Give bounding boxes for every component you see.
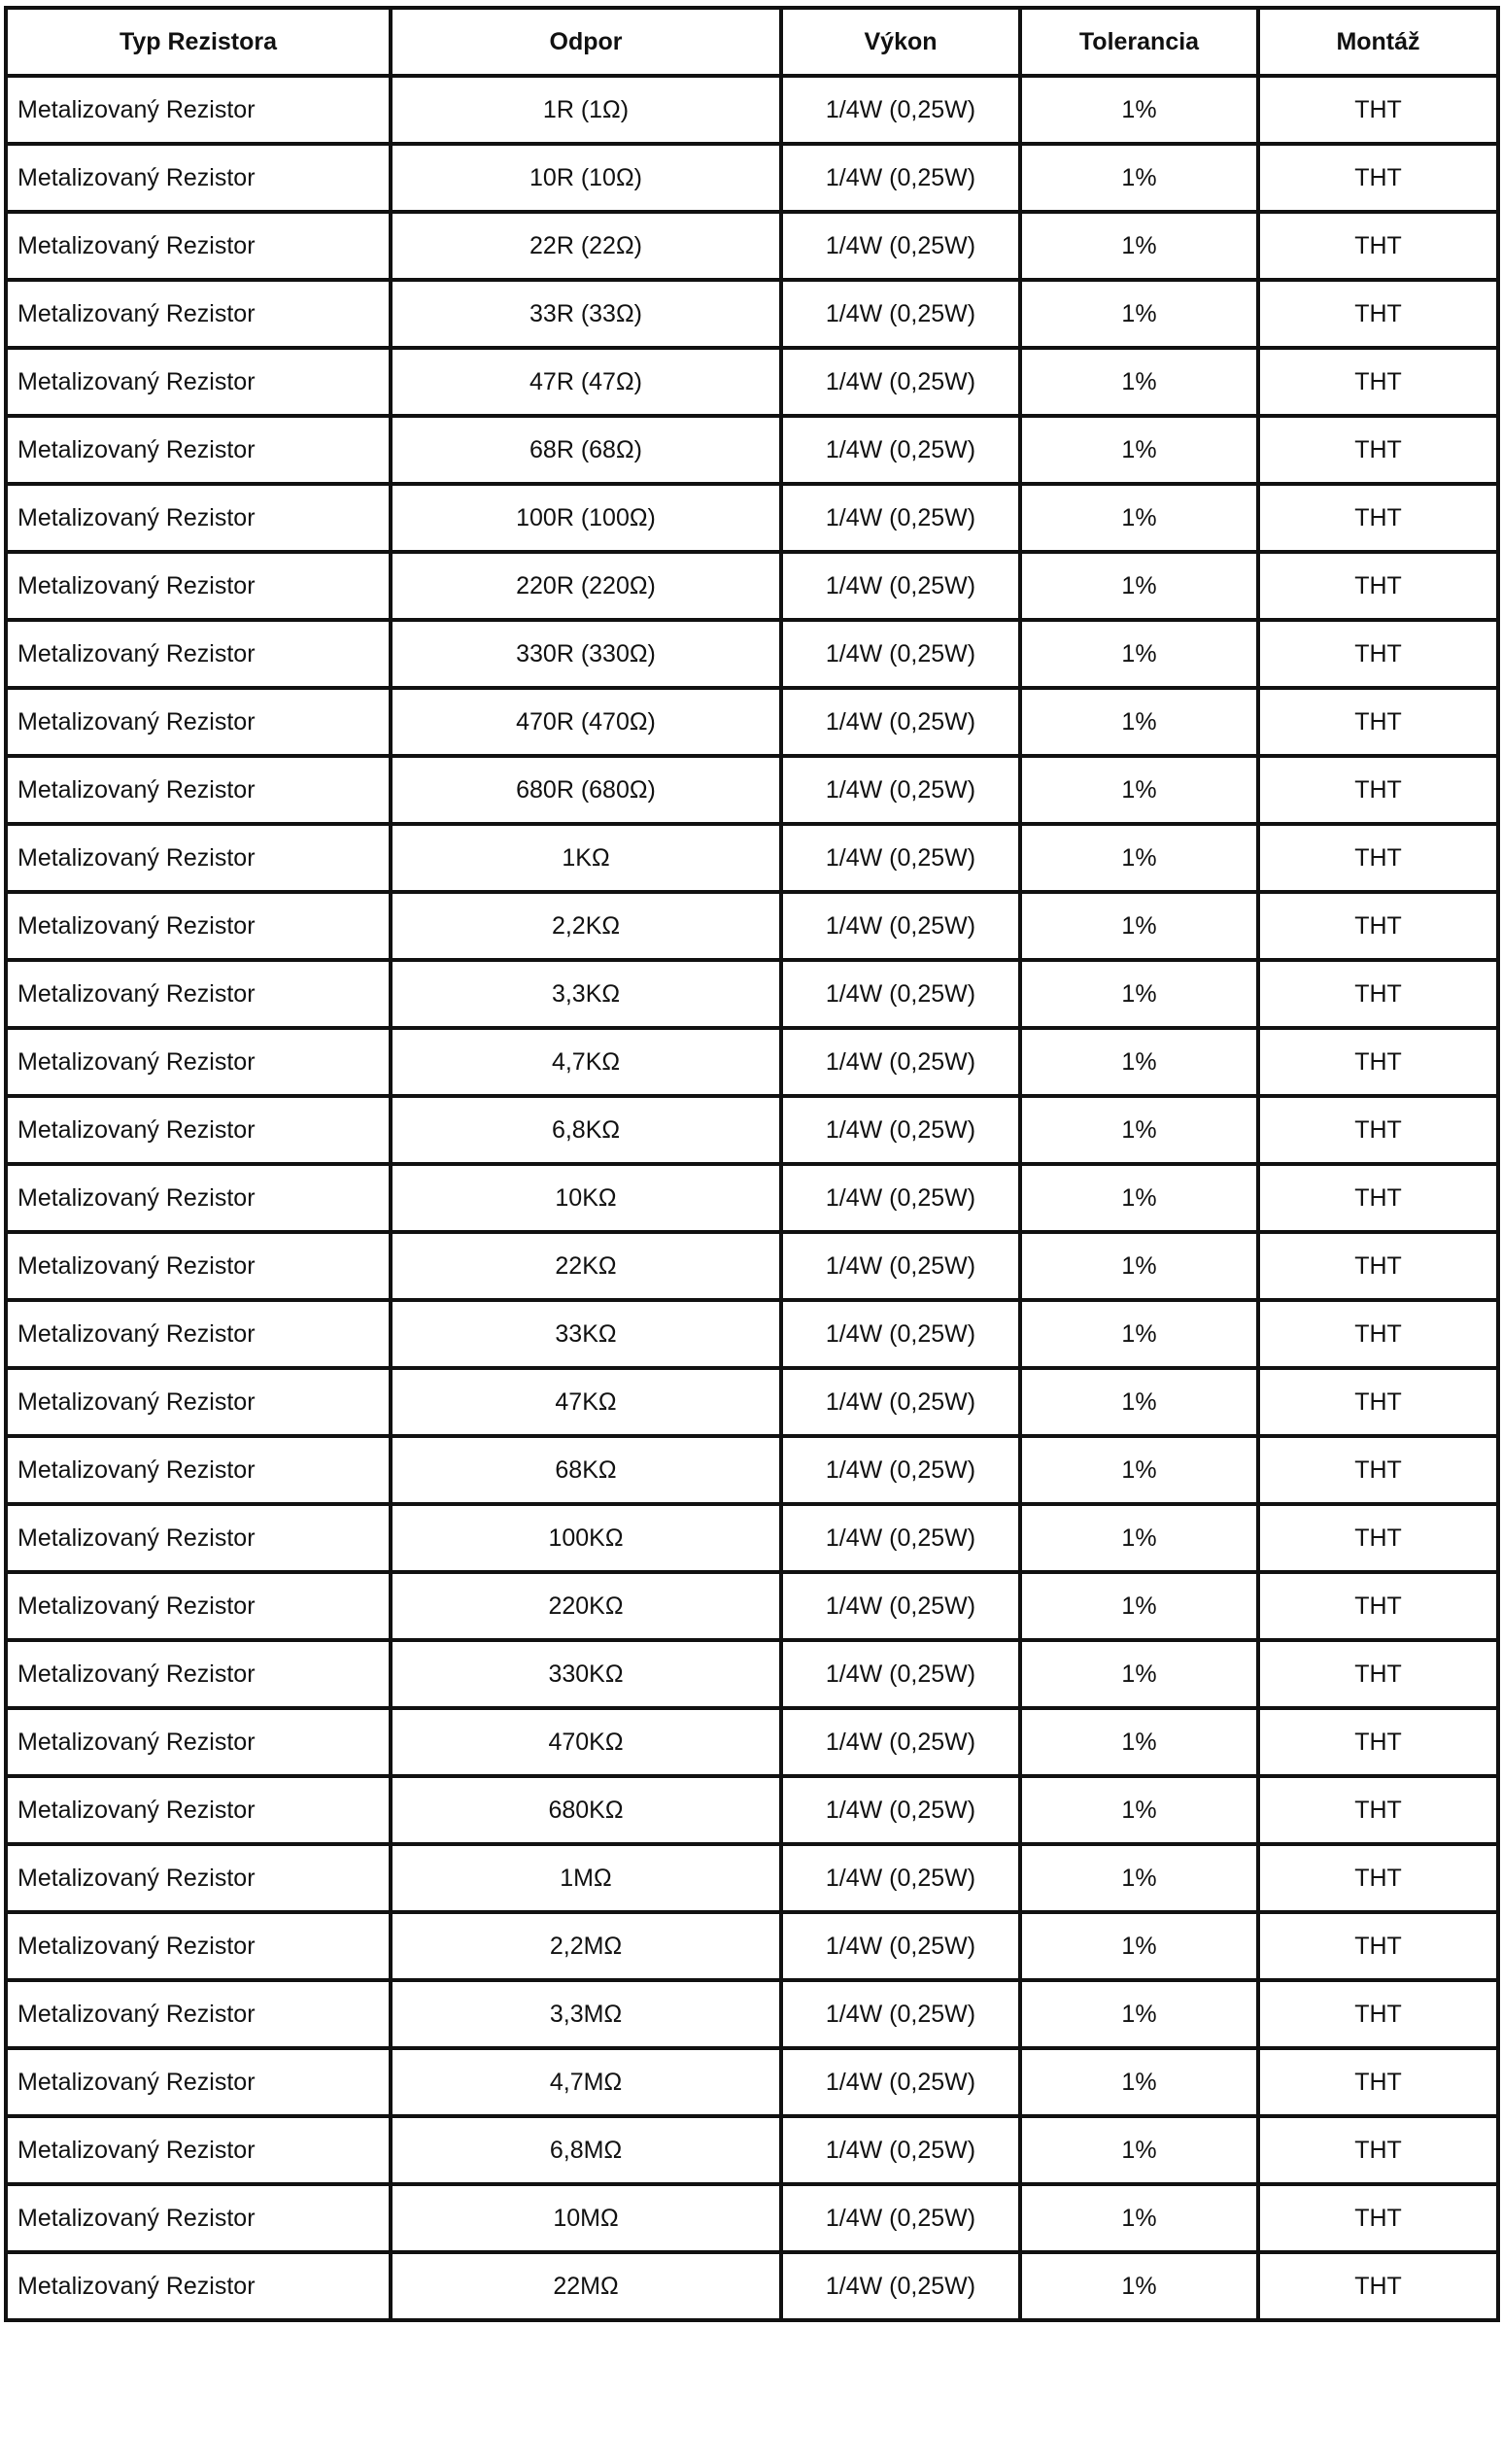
cell-power: 1/4W (0,25W): [781, 484, 1020, 552]
cell-resistance: 10R (10Ω): [391, 144, 781, 212]
cell-power: 1/4W (0,25W): [781, 1708, 1020, 1776]
cell-power: 1/4W (0,25W): [781, 1436, 1020, 1504]
cell-resistance: 2,2MΩ: [391, 1912, 781, 1980]
cell-type: Metalizovaný Rezistor: [6, 212, 391, 280]
cell-tolerance: 1%: [1020, 1232, 1258, 1300]
cell-resistance: 6,8MΩ: [391, 2116, 781, 2184]
table-row: [6, 2184, 1498, 2252]
cell-mounting: THT: [1258, 1980, 1498, 2048]
cell-power: 1/4W (0,25W): [781, 1232, 1020, 1300]
cell-mounting: THT: [1258, 2184, 1498, 2252]
cell-type: Metalizovaný Rezistor: [6, 280, 391, 348]
cell-power: 1/4W (0,25W): [781, 1980, 1020, 2048]
table-row: [6, 1164, 1498, 1232]
cell-type: Metalizovaný Rezistor: [6, 824, 391, 892]
table-row: [6, 824, 1498, 892]
cell-resistance: 33R (33Ω): [391, 280, 781, 348]
cell-mounting: THT: [1258, 1164, 1498, 1232]
cell-power: 1/4W (0,25W): [781, 76, 1020, 144]
cell-tolerance: 1%: [1020, 552, 1258, 620]
cell-tolerance: 1%: [1020, 416, 1258, 484]
table-row: [6, 620, 1498, 688]
cell-type: Metalizovaný Rezistor: [6, 756, 391, 824]
cell-mounting: THT: [1258, 348, 1498, 416]
cell-resistance: 680R (680Ω): [391, 756, 781, 824]
cell-resistance: 330R (330Ω): [391, 620, 781, 688]
cell-type: Metalizovaný Rezistor: [6, 416, 391, 484]
table-body: [6, 76, 1498, 2320]
cell-power: 1/4W (0,25W): [781, 2048, 1020, 2116]
resistor-table: [4, 6, 1500, 2322]
cell-mounting: THT: [1258, 1368, 1498, 1436]
cell-power: 1/4W (0,25W): [781, 1300, 1020, 1368]
cell-type: Metalizovaný Rezistor: [6, 2184, 391, 2252]
cell-tolerance: 1%: [1020, 1980, 1258, 2048]
cell-mounting: THT: [1258, 1708, 1498, 1776]
cell-mounting: THT: [1258, 960, 1498, 1028]
cell-tolerance: 1%: [1020, 484, 1258, 552]
cell-tolerance: 1%: [1020, 688, 1258, 756]
cell-resistance: 100R (100Ω): [391, 484, 781, 552]
cell-mounting: THT: [1258, 1912, 1498, 1980]
cell-type: Metalizovaný Rezistor: [6, 1640, 391, 1708]
cell-resistance: 22MΩ: [391, 2252, 781, 2320]
table-row: [6, 1300, 1498, 1368]
cell-mounting: THT: [1258, 484, 1498, 552]
cell-tolerance: 1%: [1020, 1164, 1258, 1232]
cell-type: Metalizovaný Rezistor: [6, 1572, 391, 1640]
cell-mounting: THT: [1258, 1776, 1498, 1844]
table-row: [6, 348, 1498, 416]
cell-power: 1/4W (0,25W): [781, 2252, 1020, 2320]
cell-mounting: THT: [1258, 144, 1498, 212]
cell-type: Metalizovaný Rezistor: [6, 2048, 391, 2116]
cell-tolerance: 1%: [1020, 892, 1258, 960]
cell-resistance: 10KΩ: [391, 1164, 781, 1232]
cell-power: 1/4W (0,25W): [781, 1912, 1020, 1980]
cell-resistance: 220R (220Ω): [391, 552, 781, 620]
cell-resistance: 68R (68Ω): [391, 416, 781, 484]
cell-power: 1/4W (0,25W): [781, 688, 1020, 756]
cell-power: 1/4W (0,25W): [781, 2184, 1020, 2252]
cell-tolerance: 1%: [1020, 2252, 1258, 2320]
table-row: [6, 2048, 1498, 2116]
cell-power: 1/4W (0,25W): [781, 960, 1020, 1028]
cell-mounting: THT: [1258, 280, 1498, 348]
cell-resistance: 3,3MΩ: [391, 1980, 781, 2048]
table-row: [6, 416, 1498, 484]
table-row: [6, 1912, 1498, 1980]
table-row: [6, 1980, 1498, 2048]
cell-tolerance: 1%: [1020, 1640, 1258, 1708]
table-row: [6, 76, 1498, 144]
cell-mounting: THT: [1258, 620, 1498, 688]
cell-mounting: THT: [1258, 2048, 1498, 2116]
cell-resistance: 4,7MΩ: [391, 2048, 781, 2116]
cell-power: 1/4W (0,25W): [781, 1640, 1020, 1708]
cell-mounting: THT: [1258, 1504, 1498, 1572]
cell-type: Metalizovaný Rezistor: [6, 1844, 391, 1912]
cell-power: 1/4W (0,25W): [781, 1776, 1020, 1844]
table-row: [6, 1028, 1498, 1096]
cell-tolerance: 1%: [1020, 960, 1258, 1028]
cell-mounting: THT: [1258, 1300, 1498, 1368]
cell-tolerance: 1%: [1020, 1572, 1258, 1640]
resistor-table-container: [4, 6, 1496, 2322]
cell-power: 1/4W (0,25W): [781, 348, 1020, 416]
cell-mounting: THT: [1258, 688, 1498, 756]
cell-resistance: 1R (1Ω): [391, 76, 781, 144]
cell-mounting: THT: [1258, 892, 1498, 960]
header-row: [6, 8, 1498, 76]
cell-power: 1/4W (0,25W): [781, 144, 1020, 212]
cell-resistance: 6,8KΩ: [391, 1096, 781, 1164]
cell-tolerance: 1%: [1020, 1504, 1258, 1572]
cell-power: 1/4W (0,25W): [781, 1368, 1020, 1436]
header-type: Typ Rezistora: [6, 8, 391, 76]
table-row: [6, 552, 1498, 620]
cell-tolerance: 1%: [1020, 2184, 1258, 2252]
cell-mounting: THT: [1258, 756, 1498, 824]
cell-mounting: THT: [1258, 1096, 1498, 1164]
cell-power: 1/4W (0,25W): [781, 1844, 1020, 1912]
table-row: [6, 1436, 1498, 1504]
cell-tolerance: 1%: [1020, 2048, 1258, 2116]
cell-resistance: 220KΩ: [391, 1572, 781, 1640]
header-tolerance: Tolerancia: [1020, 8, 1258, 76]
cell-resistance: 68KΩ: [391, 1436, 781, 1504]
cell-type: Metalizovaný Rezistor: [6, 1096, 391, 1164]
cell-mounting: THT: [1258, 1572, 1498, 1640]
cell-tolerance: 1%: [1020, 824, 1258, 892]
cell-tolerance: 1%: [1020, 1436, 1258, 1504]
table-row: [6, 1640, 1498, 1708]
table-row: [6, 1572, 1498, 1640]
cell-tolerance: 1%: [1020, 76, 1258, 144]
cell-mounting: THT: [1258, 1844, 1498, 1912]
cell-tolerance: 1%: [1020, 756, 1258, 824]
cell-resistance: 100KΩ: [391, 1504, 781, 1572]
cell-resistance: 3,3KΩ: [391, 960, 781, 1028]
table-row: [6, 960, 1498, 1028]
cell-type: Metalizovaný Rezistor: [6, 76, 391, 144]
table-row: [6, 1232, 1498, 1300]
cell-type: Metalizovaný Rezistor: [6, 2116, 391, 2184]
table-row: [6, 1776, 1498, 1844]
table-row: [6, 280, 1498, 348]
cell-power: 1/4W (0,25W): [781, 620, 1020, 688]
cell-tolerance: 1%: [1020, 1300, 1258, 1368]
cell-type: Metalizovaný Rezistor: [6, 960, 391, 1028]
cell-power: 1/4W (0,25W): [781, 756, 1020, 824]
cell-tolerance: 1%: [1020, 144, 1258, 212]
cell-resistance: 33KΩ: [391, 1300, 781, 1368]
cell-mounting: THT: [1258, 2252, 1498, 2320]
cell-mounting: THT: [1258, 1232, 1498, 1300]
cell-resistance: 2,2KΩ: [391, 892, 781, 960]
cell-mounting: THT: [1258, 824, 1498, 892]
cell-resistance: 680KΩ: [391, 1776, 781, 1844]
cell-resistance: 1MΩ: [391, 1844, 781, 1912]
cell-mounting: THT: [1258, 76, 1498, 144]
cell-type: Metalizovaný Rezistor: [6, 1708, 391, 1776]
cell-tolerance: 1%: [1020, 1368, 1258, 1436]
cell-tolerance: 1%: [1020, 1844, 1258, 1912]
cell-tolerance: 1%: [1020, 1028, 1258, 1096]
cell-type: Metalizovaný Rezistor: [6, 144, 391, 212]
cell-power: 1/4W (0,25W): [781, 212, 1020, 280]
header-power: Výkon: [781, 8, 1020, 76]
cell-power: 1/4W (0,25W): [781, 824, 1020, 892]
table-row: [6, 688, 1498, 756]
table-row: [6, 1096, 1498, 1164]
cell-tolerance: 1%: [1020, 620, 1258, 688]
cell-resistance: 1KΩ: [391, 824, 781, 892]
cell-type: Metalizovaný Rezistor: [6, 1368, 391, 1436]
header-resistance: Odpor: [391, 8, 781, 76]
cell-mounting: THT: [1258, 1640, 1498, 1708]
cell-tolerance: 1%: [1020, 2116, 1258, 2184]
cell-power: 1/4W (0,25W): [781, 892, 1020, 960]
cell-type: Metalizovaný Rezistor: [6, 1300, 391, 1368]
cell-resistance: 470R (470Ω): [391, 688, 781, 756]
cell-resistance: 47R (47Ω): [391, 348, 781, 416]
table-row: [6, 484, 1498, 552]
table-row: [6, 2116, 1498, 2184]
cell-type: Metalizovaný Rezistor: [6, 1912, 391, 1980]
cell-power: 1/4W (0,25W): [781, 1028, 1020, 1096]
cell-tolerance: 1%: [1020, 280, 1258, 348]
cell-tolerance: 1%: [1020, 212, 1258, 280]
cell-mounting: THT: [1258, 1028, 1498, 1096]
cell-power: 1/4W (0,25W): [781, 1504, 1020, 1572]
cell-mounting: THT: [1258, 416, 1498, 484]
cell-type: Metalizovaný Rezistor: [6, 892, 391, 960]
cell-power: 1/4W (0,25W): [781, 1096, 1020, 1164]
table-row: [6, 212, 1498, 280]
table-row: [6, 1844, 1498, 1912]
table-row: [6, 1708, 1498, 1776]
table-row: [6, 2252, 1498, 2320]
cell-type: Metalizovaný Rezistor: [6, 1776, 391, 1844]
cell-mounting: THT: [1258, 552, 1498, 620]
table-header: [6, 8, 1498, 76]
cell-type: Metalizovaný Rezistor: [6, 1436, 391, 1504]
table-row: [6, 756, 1498, 824]
cell-resistance: 10MΩ: [391, 2184, 781, 2252]
cell-resistance: 47KΩ: [391, 1368, 781, 1436]
cell-tolerance: 1%: [1020, 1708, 1258, 1776]
cell-type: Metalizovaný Rezistor: [6, 348, 391, 416]
cell-power: 1/4W (0,25W): [781, 2116, 1020, 2184]
cell-tolerance: 1%: [1020, 348, 1258, 416]
cell-power: 1/4W (0,25W): [781, 1572, 1020, 1640]
table-row: [6, 1368, 1498, 1436]
cell-resistance: 4,7KΩ: [391, 1028, 781, 1096]
cell-resistance: 22R (22Ω): [391, 212, 781, 280]
cell-type: Metalizovaný Rezistor: [6, 1980, 391, 2048]
cell-type: Metalizovaný Rezistor: [6, 1028, 391, 1096]
cell-resistance: 22KΩ: [391, 1232, 781, 1300]
table-row: [6, 892, 1498, 960]
cell-power: 1/4W (0,25W): [781, 416, 1020, 484]
cell-type: Metalizovaný Rezistor: [6, 1232, 391, 1300]
header-mounting: Montáž: [1258, 8, 1498, 76]
cell-type: Metalizovaný Rezistor: [6, 688, 391, 756]
cell-type: Metalizovaný Rezistor: [6, 620, 391, 688]
cell-type: Metalizovaný Rezistor: [6, 1504, 391, 1572]
cell-type: Metalizovaný Rezistor: [6, 1164, 391, 1232]
cell-resistance: 470KΩ: [391, 1708, 781, 1776]
cell-power: 1/4W (0,25W): [781, 280, 1020, 348]
cell-mounting: THT: [1258, 1436, 1498, 1504]
cell-tolerance: 1%: [1020, 1776, 1258, 1844]
cell-mounting: THT: [1258, 212, 1498, 280]
cell-type: Metalizovaný Rezistor: [6, 484, 391, 552]
cell-type: Metalizovaný Rezistor: [6, 552, 391, 620]
table-row: [6, 1504, 1498, 1572]
cell-power: 1/4W (0,25W): [781, 552, 1020, 620]
cell-tolerance: 1%: [1020, 1096, 1258, 1164]
cell-tolerance: 1%: [1020, 1912, 1258, 1980]
cell-mounting: THT: [1258, 2116, 1498, 2184]
cell-type: Metalizovaný Rezistor: [6, 2252, 391, 2320]
table-row: [6, 144, 1498, 212]
cell-power: 1/4W (0,25W): [781, 1164, 1020, 1232]
cell-resistance: 330KΩ: [391, 1640, 781, 1708]
